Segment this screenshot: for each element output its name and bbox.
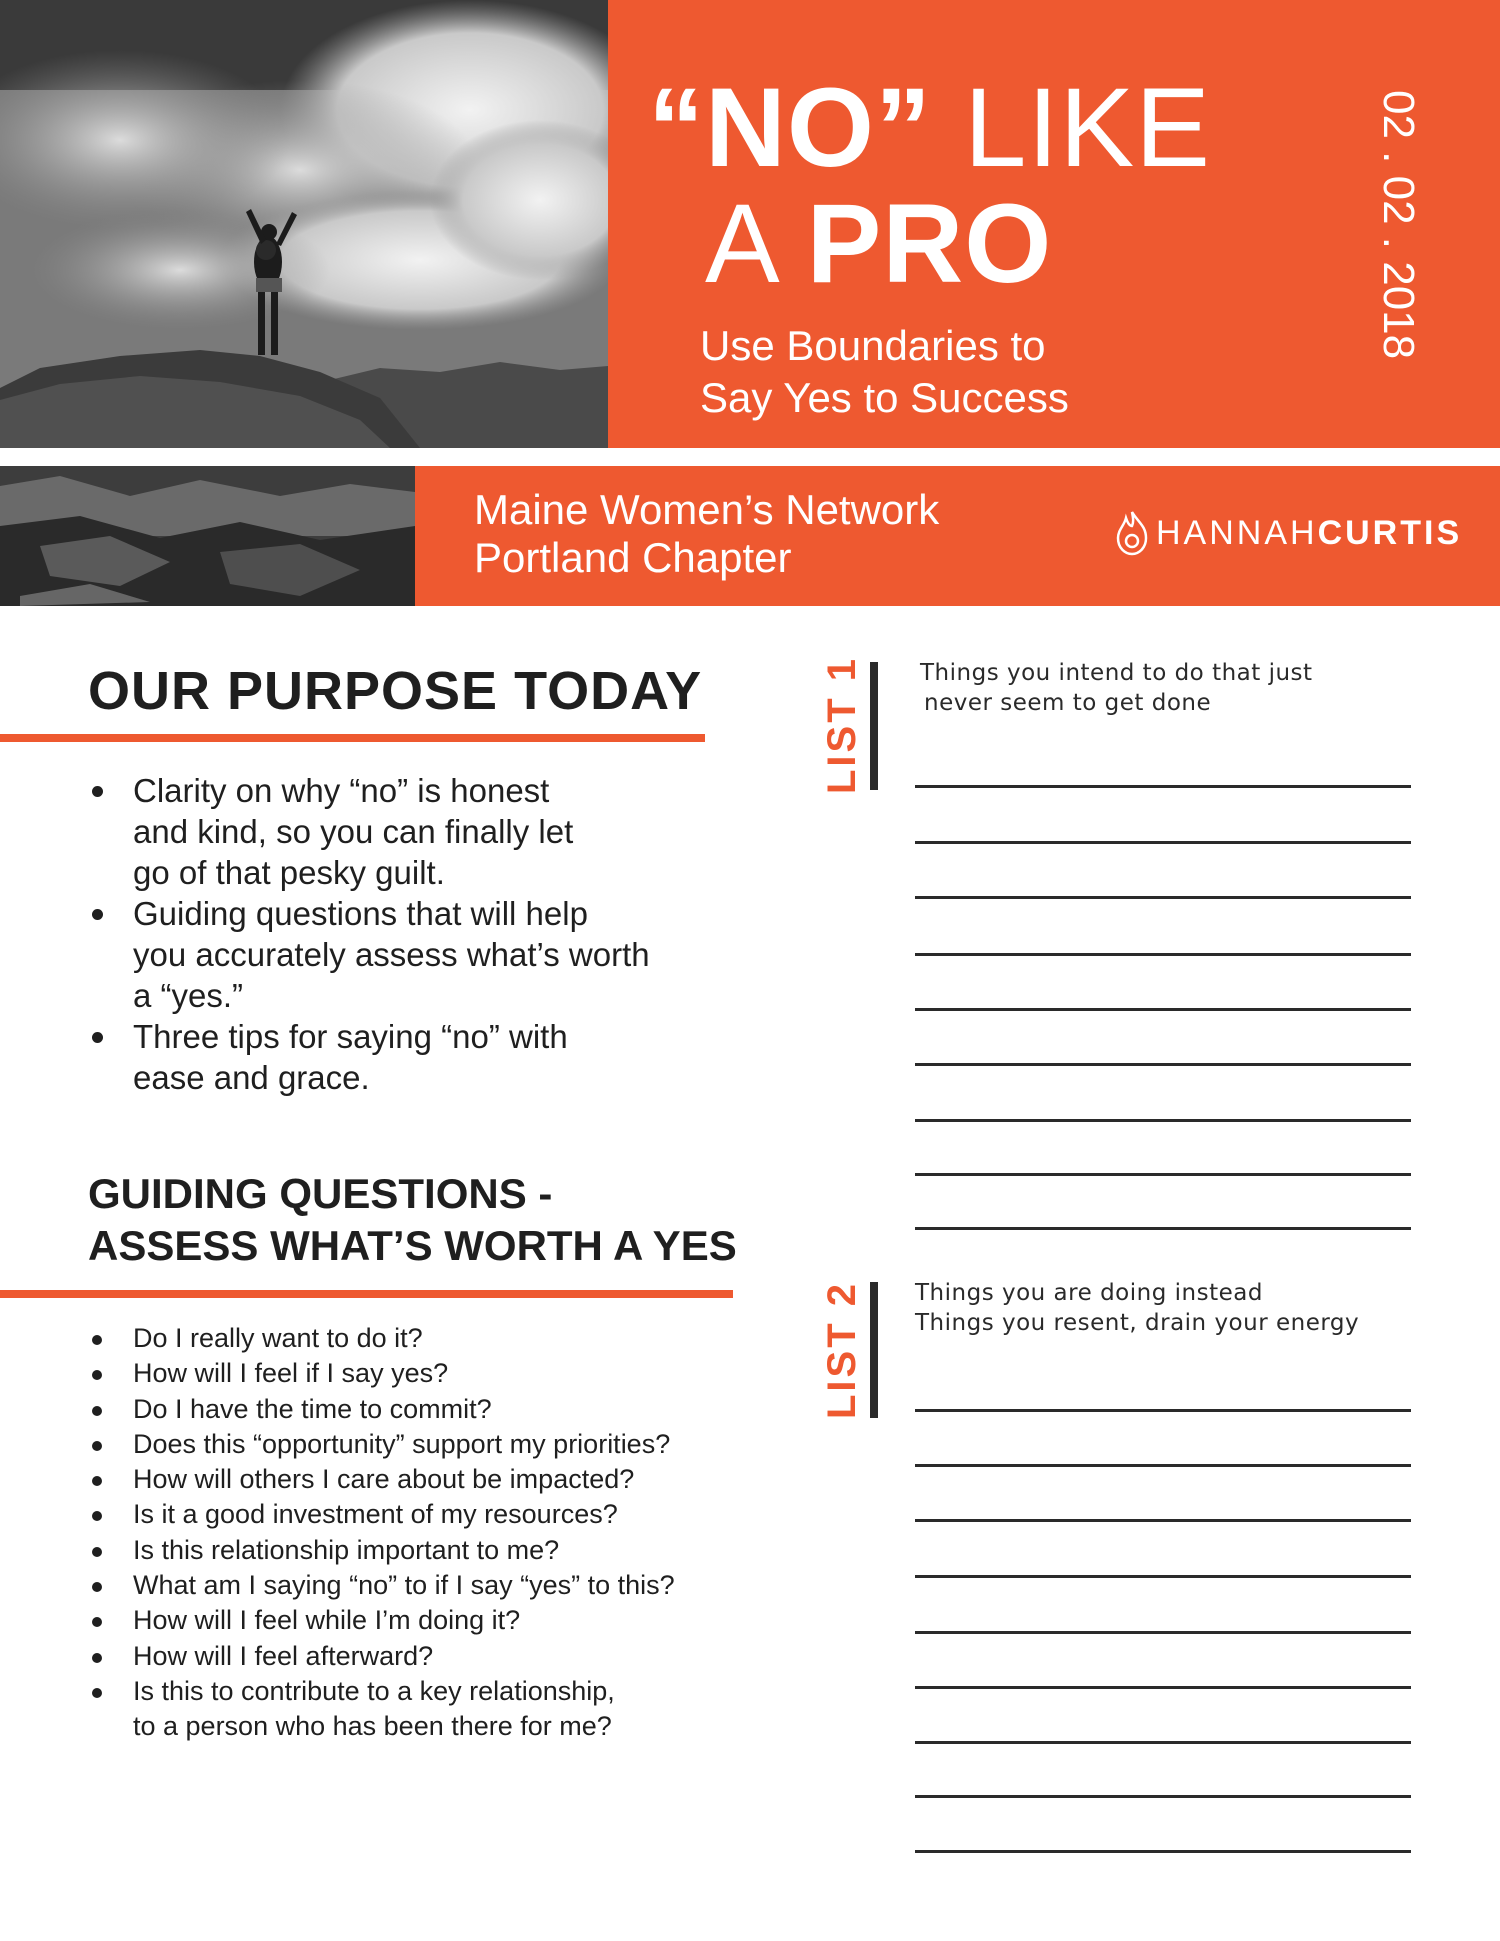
write-in-line[interactable]: [915, 1631, 1411, 1634]
title-a-pro: A PRO: [705, 181, 1053, 306]
list-item-line: How will I feel if I say yes?: [133, 1358, 449, 1389]
brand-logo: [1112, 508, 1462, 558]
purpose-divider: [0, 734, 705, 742]
write-in-line[interactable]: [915, 896, 1411, 899]
list-item-line: Clarity on why “no” is honest: [133, 772, 550, 809]
list2-desc-line1: Things you are doing instead: [915, 1280, 1263, 1306]
list-item-line: How will others I care about be impacted?: [133, 1464, 635, 1495]
list-item: [88, 1674, 768, 1745]
brand-first-name: HANNAH: [1156, 513, 1318, 552]
list-item-line: How will I feel afterward?: [133, 1640, 434, 1671]
write-in-line[interactable]: [915, 1519, 1411, 1522]
purpose-heading: OUR PURPOSE TODAY: [88, 661, 703, 721]
subtitle: [700, 320, 1069, 424]
list-item-line: Do I have the time to commit?: [133, 1393, 492, 1424]
list-item: [88, 1497, 768, 1532]
list1-bar: [870, 662, 878, 790]
list1-desc-line2: never seem to get done: [924, 690, 1212, 716]
list-item: [88, 1568, 768, 1603]
write-in-line[interactable]: [915, 841, 1411, 844]
list-item: [88, 1533, 768, 1568]
write-in-line[interactable]: [915, 1119, 1411, 1122]
org-line2: Portland Chapter: [474, 534, 792, 581]
event-date: 02 . 02 . 2018: [1374, 90, 1423, 360]
org-line1: Maine Women’s Network: [474, 486, 940, 533]
subtitle-line2: Say Yes to Success: [700, 374, 1069, 421]
write-in-line[interactable]: [915, 1227, 1411, 1230]
list-item-line: go of that pesky guilt.: [133, 854, 445, 891]
guiding-heading-line2: ASSESS WHAT’S WORTH A YES: [88, 1222, 737, 1269]
header-photo-hiker: [0, 0, 608, 448]
list1-description: [920, 658, 1313, 718]
list-item-line: Three tips for saying “no” with: [133, 1018, 568, 1055]
write-in-line[interactable]: [915, 1686, 1411, 1689]
list-item-line: and kind, so you can finally let: [133, 813, 574, 850]
write-in-line[interactable]: [915, 1795, 1411, 1798]
list-item-line: Is this relationship important to me?: [133, 1534, 560, 1565]
list-item-line: How will I feel while I’m doing it?: [133, 1605, 521, 1636]
list1-label: LIST 1: [820, 655, 864, 795]
write-in-line[interactable]: [915, 953, 1411, 956]
write-in-line[interactable]: [915, 1173, 1411, 1176]
flame-icon: [1112, 508, 1152, 558]
list-item: [88, 1427, 768, 1462]
list-item: [88, 770, 708, 893]
list-item: [88, 1639, 768, 1674]
write-in-line[interactable]: [915, 1008, 1411, 1011]
subtitle-line1: Use Boundaries to: [700, 322, 1046, 369]
list-item-line: ease and grace.: [133, 1059, 370, 1096]
list-item: [88, 1356, 768, 1391]
list-item-line: What am I saying “no” to if I say “yes” to this?: [133, 1570, 675, 1601]
list-item: [88, 1603, 768, 1638]
write-in-line[interactable]: [915, 1409, 1411, 1412]
list-item-line: to a person who has been there for me?: [133, 1711, 612, 1742]
list-item-line: you accurately assess what’s worth: [133, 936, 650, 973]
list2-bar: [870, 1282, 878, 1418]
guiding-divider: [0, 1290, 733, 1298]
list-item: [88, 1016, 708, 1098]
write-in-line[interactable]: [915, 1063, 1411, 1066]
list-item-line: Guiding questions that will help: [133, 895, 588, 932]
list-item: [88, 1321, 768, 1356]
list1-desc-line1: Things you intend to do that just: [920, 660, 1313, 686]
list2-description: [915, 1278, 1359, 1338]
purpose-list: [88, 770, 708, 1098]
guiding-heading-line1: GUIDING QUESTIONS -: [88, 1170, 553, 1217]
list-item: [88, 893, 708, 1016]
header-photo-rocks: [0, 466, 415, 606]
brand-last-name: CURTIS: [1317, 513, 1463, 552]
write-in-line[interactable]: [915, 1575, 1411, 1578]
list2-label: LIST 2: [820, 1280, 864, 1420]
list-item-line: Does this “opportunity” support my priorities?: [133, 1428, 671, 1459]
write-in-line[interactable]: [915, 1741, 1411, 1744]
write-in-line[interactable]: [915, 1464, 1411, 1467]
list-item-line: Do I really want to do it?: [133, 1323, 423, 1353]
list2-desc-line2: Things you resent, drain your energy: [915, 1310, 1360, 1336]
guiding-heading: [88, 1168, 737, 1272]
guiding-list: [88, 1321, 768, 1745]
write-in-line[interactable]: [915, 785, 1411, 788]
write-in-line[interactable]: [915, 1850, 1411, 1853]
title-no-like: “NO” LIKE: [648, 65, 1211, 190]
organization-name: [474, 486, 939, 582]
list-item: [88, 1392, 768, 1427]
list-item: [88, 1462, 768, 1497]
list-item-line: Is it a good investment of my resources?: [133, 1499, 618, 1530]
list-item-line: a “yes.”: [133, 977, 244, 1014]
list-item-line: Is this to contribute to a key relationship,: [133, 1675, 615, 1706]
